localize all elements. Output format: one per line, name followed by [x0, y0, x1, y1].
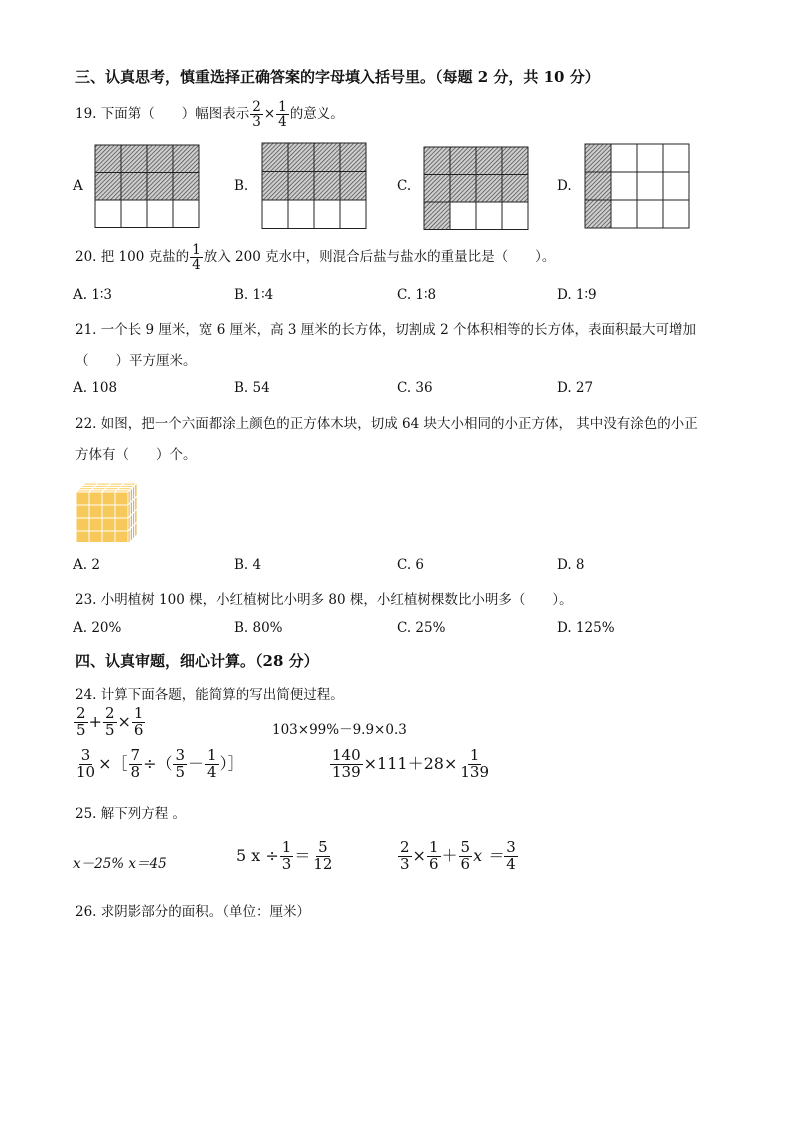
cube-front-cell	[115, 505, 128, 518]
q24-expression-4: $\frac{140}{139}$ ×111＋28× $\frac{1}{139}$	[332, 746, 489, 781]
cube-figure	[70, 474, 150, 542]
grid-cell	[450, 202, 476, 230]
figure-b	[262, 143, 366, 229]
grid-cell	[476, 175, 502, 203]
cube-front-cell	[115, 531, 128, 542]
cube-front-cell	[89, 505, 102, 518]
q19-figures	[0, 0, 794, 240]
grid-cell	[173, 145, 199, 173]
q23-option-b: B. 80%	[234, 620, 283, 636]
grid-cell	[585, 144, 611, 172]
grid-cell	[288, 200, 314, 229]
cube-front-cell	[89, 492, 102, 505]
grid-cell	[450, 147, 476, 175]
section-3-title: 三、认真思考，慎重选择正确答案的字母填入括号里。（每题 2 分，共 10 分）	[75, 68, 600, 86]
q20-fraction: $\frac{1}{4}$	[192, 242, 201, 274]
q19-prefix: 19. 下面第（ ）幅图表示	[75, 106, 250, 123]
grid-cell	[502, 202, 528, 230]
grid-cell	[173, 200, 199, 228]
grid-cell	[147, 200, 173, 228]
cube-front-cell	[89, 531, 102, 542]
grid-cell	[663, 144, 689, 172]
question-23: 23. 小明植树 100 棵，小红植树比小明多 80 棵，小红植树棵数比小明多（ ）。	[75, 592, 573, 608]
q24-expression-2: 103×99%－9.9×0.3	[272, 722, 407, 738]
grid-cell	[637, 144, 663, 172]
grid-cell	[95, 173, 121, 201]
grid-cell	[424, 202, 450, 230]
cube-front-cell	[76, 518, 89, 531]
q26-title: 26. 求阴影部分的面积。（单位：厘米）	[75, 904, 311, 920]
grid-cell	[340, 143, 366, 172]
cube-front-cell	[102, 505, 115, 518]
q22-option-d: D. 8	[557, 557, 585, 573]
q21-option-b: B. 54	[234, 380, 270, 396]
grid-cell	[424, 175, 450, 203]
q21-line-2: （ ）平方厘米。	[75, 353, 197, 369]
q24-expression-3: $\frac{3}{10}$ ×［ $\frac{7}{8}$ ÷（ $\frac{3}{5}$ － $\frac{1}{4}$ ）］	[76, 746, 244, 781]
grid-cell	[663, 172, 689, 200]
q24-title: 24. 计算下面各题，能简算的写出简便过程。	[75, 687, 344, 703]
grid-cell	[450, 175, 476, 203]
q19-label-c: C.	[397, 178, 412, 194]
cube-front-cell	[102, 492, 115, 505]
q20-option-d: D. 1∶9	[557, 287, 597, 303]
cube-front-cell	[115, 492, 128, 505]
q23-option-a: A. 20%	[73, 620, 122, 636]
grid-cell	[262, 172, 288, 201]
q22-option-b: B. 4	[234, 557, 262, 573]
grid-cell	[611, 200, 637, 228]
q22-option-c: C. 6	[397, 557, 425, 573]
q21-option-a: A. 108	[73, 380, 118, 396]
grid-cell	[637, 200, 663, 228]
grid-cell	[476, 202, 502, 230]
q22-option-a: A. 2	[73, 557, 100, 573]
grid-cell	[121, 173, 147, 201]
figure-d	[585, 144, 689, 228]
grid-cell	[95, 200, 121, 228]
q21-option-c: C. 36	[397, 380, 433, 396]
figure-c	[424, 147, 528, 230]
grid-cell	[147, 173, 173, 201]
figure-a	[95, 145, 199, 228]
grid-cell	[340, 172, 366, 201]
grid-cell	[314, 200, 340, 229]
cube-front-cell	[76, 492, 89, 505]
grid-cell	[663, 200, 689, 228]
section-4-title: 四、认真审题，细心计算。（28 分）	[75, 652, 319, 670]
grid-cell	[585, 200, 611, 228]
q19-label-a: A	[73, 178, 83, 194]
question-20	[75, 243, 555, 272]
q23-option-d: D. 125%	[557, 620, 615, 636]
cube-front-cell	[76, 505, 89, 518]
cube-front-cell	[76, 531, 89, 542]
grid-cell	[288, 143, 314, 172]
grid-cell	[611, 172, 637, 200]
cube-front-cell	[89, 518, 102, 531]
q22-line-2: 方体有（ ）个。	[75, 447, 197, 463]
q19-label-b: B.	[234, 178, 249, 194]
grid-cell	[173, 173, 199, 201]
q20-option-c: C. 1∶8	[397, 287, 437, 303]
q20-option-b: B. 1∶4	[234, 287, 274, 303]
grid-cell	[95, 145, 121, 173]
q25-equation-1: x－25% x＝45	[73, 856, 167, 872]
grid-cell	[288, 172, 314, 201]
q19-label-d: D.	[557, 178, 572, 194]
q25-title: 25. 解下列方程 。	[75, 806, 187, 822]
q19-times: ×	[263, 106, 276, 123]
q24-expression-1: $\frac{2}{5}$ + $\frac{2}{5}$ × $\frac{1}{6}$	[76, 704, 144, 739]
q19-fraction-1: $\frac{2}{3}$	[252, 99, 261, 131]
grid-cell	[121, 200, 147, 228]
q20-prefix: 20. 把 100 克盐的	[75, 249, 190, 266]
grid-cell	[585, 172, 611, 200]
grid-cell	[262, 143, 288, 172]
q19-fraction-2: $\frac{1}{4}$	[278, 99, 287, 131]
q19-suffix: 的意义。	[289, 106, 344, 123]
grid-cell	[314, 143, 340, 172]
grid-cell	[502, 147, 528, 175]
q25-equation-3: $\frac{2}{3}$ × $\frac{1}{6}$ ＋ $\frac{5}{6}$ x ＝ $\frac{3}{4}$	[400, 838, 516, 873]
grid-cell	[476, 147, 502, 175]
q25-equation-2: 5 x ÷ $\frac{1}{3}$ ＝ $\frac{5}{12}$	[236, 838, 333, 873]
q23-option-c: C. 25%	[397, 620, 446, 636]
q21-line-1: 21. 一个长 9 厘米，宽 6 厘米，高 3 厘米的长方体，切割成 2 个体积相等的长方体，表面积最大可增加	[75, 322, 696, 338]
grid-cell	[611, 144, 637, 172]
cube-side-cell	[135, 522, 137, 537]
q20-option-a: A. 1∶3	[73, 287, 113, 303]
grid-cell	[262, 200, 288, 229]
grid-cell	[637, 172, 663, 200]
cube-front-cell	[115, 518, 128, 531]
grid-cell	[314, 172, 340, 201]
grid-cell	[340, 200, 366, 229]
grid-cell	[121, 145, 147, 173]
q22-line-1: 22. 如图，把一个六面都涂上颜色的正方体木块，切成 64 块大小相同的小正方体， 其中没有涂色的小正	[75, 416, 698, 432]
grid-cell	[424, 147, 450, 175]
q21-option-d: D. 27	[557, 380, 594, 396]
cube-front-cell	[102, 531, 115, 542]
q20-suffix: 放入 200 克水中，则混合后盐与盐水的重量比是（ ）。	[203, 249, 556, 266]
grid-cell	[502, 175, 528, 203]
grid-cell	[147, 145, 173, 173]
cube-front-cell	[102, 518, 115, 531]
